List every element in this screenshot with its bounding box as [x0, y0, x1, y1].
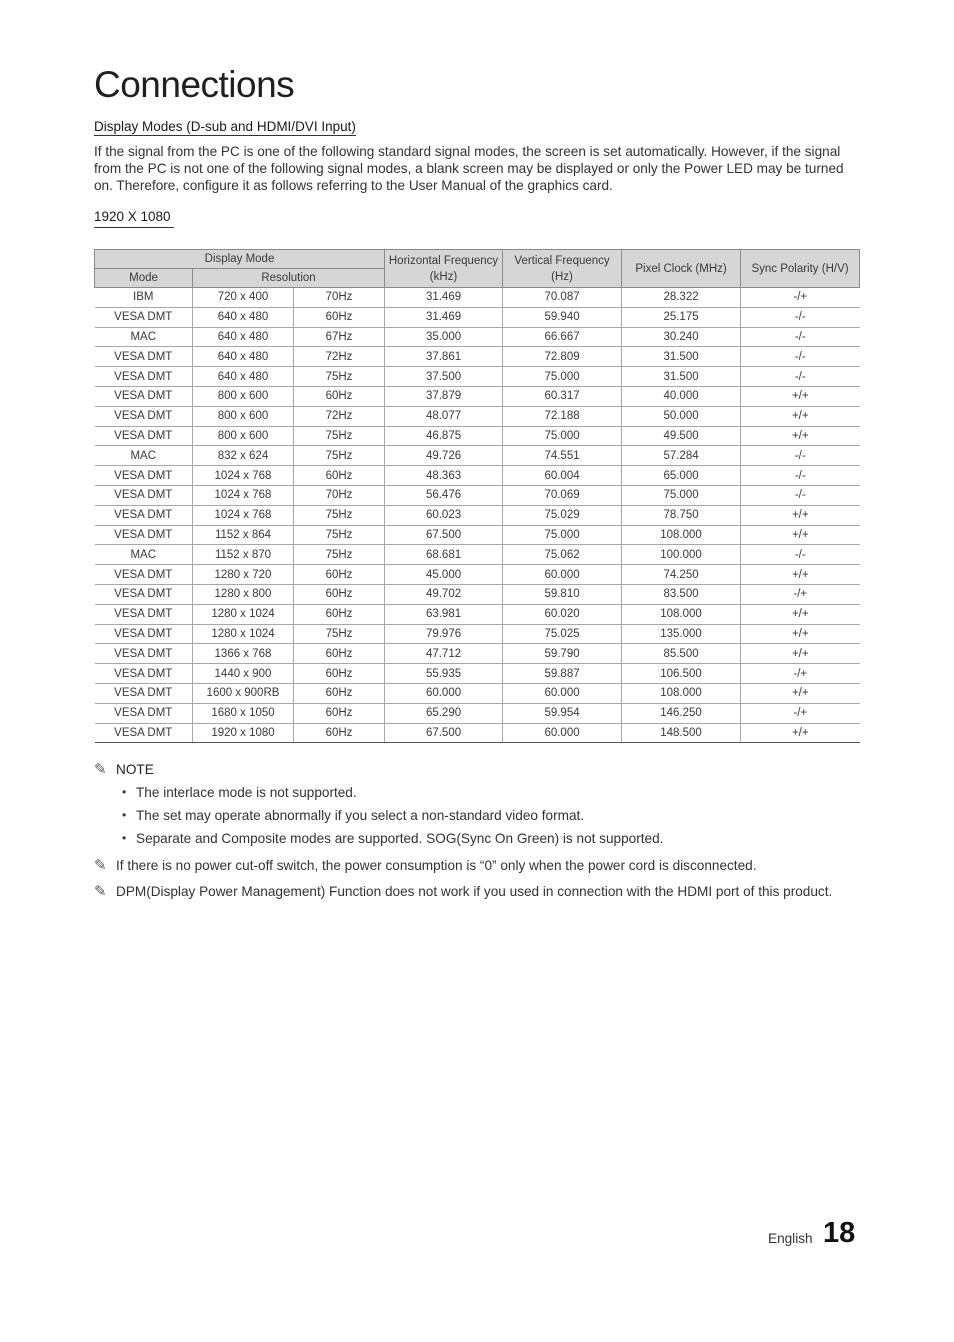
- power-note: ✎ If there is no power cut-off switch, the power consumption is “0” only when the power cord is disconnected.: [94, 857, 757, 874]
- table-row: [95, 644, 860, 664]
- dpm-note: ✎ DPM(Display Power Management) Function does not work if you used in connection with the HDMI port of this product.: [94, 883, 833, 900]
- cell-horizontal-frequency: 48.363: [385, 466, 503, 486]
- table-row: [95, 446, 860, 466]
- cell-refresh: 70Hz: [294, 288, 385, 308]
- table-row: [95, 545, 860, 565]
- cell-resolution: 1280 x 1024: [193, 624, 294, 644]
- cell-vertical-frequency: 60.004: [503, 466, 622, 486]
- cell-horizontal-frequency: 48.077: [385, 406, 503, 426]
- cell-horizontal-frequency: 56.476: [385, 485, 503, 505]
- cell-sync-polarity: -/-: [741, 327, 860, 347]
- note-bullet-list: [120, 785, 663, 854]
- cell-refresh: 75Hz: [294, 505, 385, 525]
- cell-horizontal-frequency: 45.000: [385, 565, 503, 585]
- cell-refresh: 60Hz: [294, 703, 385, 723]
- cell-mode: MAC: [95, 446, 193, 466]
- cell-pixel-clock: 135.000: [622, 624, 741, 644]
- cell-sync-polarity: -/+: [741, 584, 860, 604]
- table-row: [95, 624, 860, 644]
- cell-horizontal-frequency: 65.290: [385, 703, 503, 723]
- cell-mode: VESA DMT: [95, 485, 193, 505]
- cell-mode: VESA DMT: [95, 347, 193, 367]
- cell-horizontal-frequency: 37.500: [385, 367, 503, 387]
- footer-language: English: [768, 1231, 813, 1246]
- section-heading: Display Modes (D-sub and HDMI/DVI Input): [94, 119, 356, 134]
- cell-resolution: 1920 x 1080: [193, 723, 294, 743]
- cell-mode: IBM: [95, 288, 193, 308]
- cell-mode: VESA DMT: [95, 525, 193, 545]
- table-row: [95, 426, 860, 446]
- cell-sync-polarity: -/+: [741, 664, 860, 684]
- cell-refresh: 60Hz: [294, 644, 385, 664]
- table-row: [95, 485, 860, 505]
- note-pencil-icon: ✎: [94, 883, 107, 900]
- cell-refresh: 60Hz: [294, 664, 385, 684]
- cell-pixel-clock: 28.322: [622, 288, 741, 308]
- cell-horizontal-frequency: 67.500: [385, 723, 503, 743]
- cell-pixel-clock: 25.175: [622, 307, 741, 327]
- cell-vertical-frequency: 66.667: [503, 327, 622, 347]
- cell-sync-polarity: -/-: [741, 347, 860, 367]
- cell-vertical-frequency: 59.940: [503, 307, 622, 327]
- cell-refresh: 60Hz: [294, 386, 385, 406]
- cell-refresh: 72Hz: [294, 347, 385, 367]
- cell-refresh: 75Hz: [294, 545, 385, 565]
- cell-mode: VESA DMT: [95, 683, 193, 703]
- cell-sync-polarity: -/+: [741, 703, 860, 723]
- cell-pixel-clock: 148.500: [622, 723, 741, 743]
- cell-vertical-frequency: 74.551: [503, 446, 622, 466]
- cell-refresh: 75Hz: [294, 426, 385, 446]
- cell-refresh: 60Hz: [294, 723, 385, 743]
- cell-refresh: 72Hz: [294, 406, 385, 426]
- cell-sync-polarity: -/-: [741, 545, 860, 565]
- cell-vertical-frequency: 59.810: [503, 584, 622, 604]
- cell-horizontal-frequency: 46.875: [385, 426, 503, 446]
- cell-sync-polarity: +/+: [741, 525, 860, 545]
- cell-sync-polarity: -/-: [741, 466, 860, 486]
- table-row: [95, 584, 860, 604]
- cell-resolution: 1280 x 800: [193, 584, 294, 604]
- cell-mode: VESA DMT: [95, 406, 193, 426]
- cell-vertical-frequency: 59.790: [503, 644, 622, 664]
- cell-vertical-frequency: 72.188: [503, 406, 622, 426]
- cell-pixel-clock: 83.500: [622, 584, 741, 604]
- cell-vertical-frequency: 60.317: [503, 386, 622, 406]
- cell-horizontal-frequency: 68.681: [385, 545, 503, 565]
- cell-mode: VESA DMT: [95, 505, 193, 525]
- intro-paragraph: If the signal from the PC is one of the following standard signal modes, the screen is set automatically. However, if the signal from the PC is not one of the following signal modes, a blank screen may be displayed or only the Power LED may be turned on. Therefore, configure it as follows referring to the User Manual of the graphics card.: [94, 144, 844, 193]
- cell-resolution: 640 x 480: [193, 327, 294, 347]
- cell-mode: VESA DMT: [95, 624, 193, 644]
- table-row: [95, 466, 860, 486]
- cell-refresh: 75Hz: [294, 624, 385, 644]
- cell-vertical-frequency: 75.025: [503, 624, 622, 644]
- cell-sync-polarity: +/+: [741, 604, 860, 624]
- cell-sync-polarity: +/+: [741, 624, 860, 644]
- cell-mode: VESA DMT: [95, 584, 193, 604]
- cell-vertical-frequency: 75.062: [503, 545, 622, 565]
- cell-resolution: 640 x 480: [193, 307, 294, 327]
- cell-pixel-clock: 85.500: [622, 644, 741, 664]
- cell-resolution: 1024 x 768: [193, 485, 294, 505]
- cell-pixel-clock: 57.284: [622, 446, 741, 466]
- cell-resolution: 640 x 480: [193, 347, 294, 367]
- table-row: [95, 367, 860, 387]
- cell-vertical-frequency: 60.000: [503, 565, 622, 585]
- cell-pixel-clock: 31.500: [622, 347, 741, 367]
- table-row: [95, 327, 860, 347]
- cell-horizontal-frequency: 63.981: [385, 604, 503, 624]
- cell-resolution: 1280 x 1024: [193, 604, 294, 624]
- cell-horizontal-frequency: 60.000: [385, 683, 503, 703]
- note-bullet: • The interlace mode is not supported.: [120, 785, 663, 808]
- table-row: [95, 505, 860, 525]
- cell-vertical-frequency: 59.954: [503, 703, 622, 723]
- cell-pixel-clock: 108.000: [622, 604, 741, 624]
- table-row: [95, 723, 860, 743]
- cell-refresh: 60Hz: [294, 584, 385, 604]
- cell-mode: VESA DMT: [95, 307, 193, 327]
- header-pixel-clock: Pixel Clock (MHz): [622, 250, 741, 288]
- cell-horizontal-frequency: 79.976: [385, 624, 503, 644]
- cell-pixel-clock: 75.000: [622, 485, 741, 505]
- resolution-heading: 1920 X 1080: [94, 209, 174, 228]
- cell-horizontal-frequency: 49.702: [385, 584, 503, 604]
- page-number: 18: [823, 1217, 856, 1249]
- cell-mode: VESA DMT: [95, 565, 193, 585]
- cell-mode: VESA DMT: [95, 466, 193, 486]
- cell-pixel-clock: 74.250: [622, 565, 741, 585]
- cell-sync-polarity: -/-: [741, 446, 860, 466]
- cell-vertical-frequency: 70.087: [503, 288, 622, 308]
- cell-horizontal-frequency: 67.500: [385, 525, 503, 545]
- cell-refresh: 75Hz: [294, 446, 385, 466]
- cell-sync-polarity: +/+: [741, 683, 860, 703]
- table-row: [95, 703, 860, 723]
- cell-pixel-clock: 31.500: [622, 367, 741, 387]
- cell-resolution: 1440 x 900: [193, 664, 294, 684]
- page-title: Connections: [94, 64, 295, 105]
- table-row: [95, 347, 860, 367]
- cell-vertical-frequency: 70.069: [503, 485, 622, 505]
- display-modes-table: [94, 249, 860, 743]
- table-row: [95, 525, 860, 545]
- cell-refresh: 75Hz: [294, 367, 385, 387]
- cell-sync-polarity: -/+: [741, 288, 860, 308]
- cell-horizontal-frequency: 60.023: [385, 505, 503, 525]
- cell-horizontal-frequency: 37.861: [385, 347, 503, 367]
- cell-vertical-frequency: 75.029: [503, 505, 622, 525]
- cell-pixel-clock: 49.500: [622, 426, 741, 446]
- cell-mode: VESA DMT: [95, 367, 193, 387]
- table-row: [95, 664, 860, 684]
- cell-pixel-clock: 146.250: [622, 703, 741, 723]
- cell-resolution: 1152 x 864: [193, 525, 294, 545]
- cell-pixel-clock: 108.000: [622, 683, 741, 703]
- cell-vertical-frequency: 59.887: [503, 664, 622, 684]
- cell-horizontal-frequency: 55.935: [385, 664, 503, 684]
- cell-resolution: 1024 x 768: [193, 466, 294, 486]
- cell-vertical-frequency: 60.000: [503, 683, 622, 703]
- header-resolution: Resolution: [193, 269, 385, 288]
- cell-resolution: 1280 x 720: [193, 565, 294, 585]
- cell-vertical-frequency: 60.000: [503, 723, 622, 743]
- cell-mode: VESA DMT: [95, 644, 193, 664]
- cell-vertical-frequency: 75.000: [503, 525, 622, 545]
- cell-mode: MAC: [95, 545, 193, 565]
- header-mode: Mode: [95, 269, 193, 288]
- cell-horizontal-frequency: 31.469: [385, 307, 503, 327]
- table-row: [95, 288, 860, 308]
- cell-mode: VESA DMT: [95, 426, 193, 446]
- cell-resolution: 1600 x 900RB: [193, 683, 294, 703]
- cell-resolution: 800 x 600: [193, 386, 294, 406]
- cell-horizontal-frequency: 31.469: [385, 288, 503, 308]
- header-horizontal-frequency: Horizontal Frequency (kHz): [385, 250, 503, 288]
- cell-pixel-clock: 40.000: [622, 386, 741, 406]
- cell-mode: VESA DMT: [95, 723, 193, 743]
- cell-sync-polarity: +/+: [741, 386, 860, 406]
- cell-sync-polarity: +/+: [741, 723, 860, 743]
- cell-resolution: 1680 x 1050: [193, 703, 294, 723]
- cell-sync-polarity: -/-: [741, 485, 860, 505]
- cell-pixel-clock: 106.500: [622, 664, 741, 684]
- table-body: [95, 288, 860, 743]
- note-pencil-icon: ✎: [94, 761, 107, 778]
- cell-refresh: 70Hz: [294, 485, 385, 505]
- cell-mode: VESA DMT: [95, 703, 193, 723]
- cell-refresh: 60Hz: [294, 683, 385, 703]
- note-bullet: • Separate and Composite modes are supported. SOG(Sync On Green) is not supported.: [120, 831, 663, 854]
- cell-horizontal-frequency: 49.726: [385, 446, 503, 466]
- cell-refresh: 60Hz: [294, 565, 385, 585]
- cell-pixel-clock: 108.000: [622, 525, 741, 545]
- cell-pixel-clock: 78.750: [622, 505, 741, 525]
- cell-resolution: 1024 x 768: [193, 505, 294, 525]
- cell-mode: MAC: [95, 327, 193, 347]
- cell-horizontal-frequency: 37.879: [385, 386, 503, 406]
- cell-horizontal-frequency: 35.000: [385, 327, 503, 347]
- cell-refresh: 60Hz: [294, 307, 385, 327]
- cell-pixel-clock: 65.000: [622, 466, 741, 486]
- header-sync-polarity: Sync Polarity (H/V): [741, 250, 860, 288]
- header-vertical-frequency: Vertical Frequency (Hz): [503, 250, 622, 288]
- table-row: [95, 307, 860, 327]
- note-heading: ✎ NOTE: [94, 761, 154, 778]
- cell-mode: VESA DMT: [95, 664, 193, 684]
- table-row: [95, 604, 860, 624]
- cell-horizontal-frequency: 47.712: [385, 644, 503, 664]
- cell-resolution: 1152 x 870: [193, 545, 294, 565]
- cell-mode: VESA DMT: [95, 386, 193, 406]
- cell-vertical-frequency: 60.020: [503, 604, 622, 624]
- cell-resolution: 832 x 624: [193, 446, 294, 466]
- cell-refresh: 75Hz: [294, 525, 385, 545]
- cell-refresh: 60Hz: [294, 466, 385, 486]
- table-row: [95, 565, 860, 585]
- cell-sync-polarity: -/-: [741, 307, 860, 327]
- cell-resolution: 800 x 600: [193, 426, 294, 446]
- cell-sync-polarity: +/+: [741, 406, 860, 426]
- cell-pixel-clock: 100.000: [622, 545, 741, 565]
- header-display-mode: Display Mode: [95, 250, 385, 269]
- cell-resolution: 640 x 480: [193, 367, 294, 387]
- table-row: [95, 386, 860, 406]
- table-row: [95, 683, 860, 703]
- cell-mode: VESA DMT: [95, 604, 193, 624]
- cell-vertical-frequency: 72.809: [503, 347, 622, 367]
- cell-sync-polarity: +/+: [741, 505, 860, 525]
- cell-sync-polarity: +/+: [741, 565, 860, 585]
- cell-sync-polarity: +/+: [741, 644, 860, 664]
- cell-sync-polarity: +/+: [741, 426, 860, 446]
- cell-pixel-clock: 30.240: [622, 327, 741, 347]
- cell-vertical-frequency: 75.000: [503, 426, 622, 446]
- cell-refresh: 60Hz: [294, 604, 385, 624]
- note-pencil-icon: ✎: [94, 857, 107, 874]
- note-bullet: • The set may operate abnormally if you select a non-standard video format.: [120, 808, 663, 831]
- cell-resolution: 1366 x 768: [193, 644, 294, 664]
- cell-refresh: 67Hz: [294, 327, 385, 347]
- cell-resolution: 800 x 600: [193, 406, 294, 426]
- table-row: [95, 406, 860, 426]
- cell-resolution: 720 x 400: [193, 288, 294, 308]
- cell-pixel-clock: 50.000: [622, 406, 741, 426]
- cell-sync-polarity: -/-: [741, 367, 860, 387]
- cell-vertical-frequency: 75.000: [503, 367, 622, 387]
